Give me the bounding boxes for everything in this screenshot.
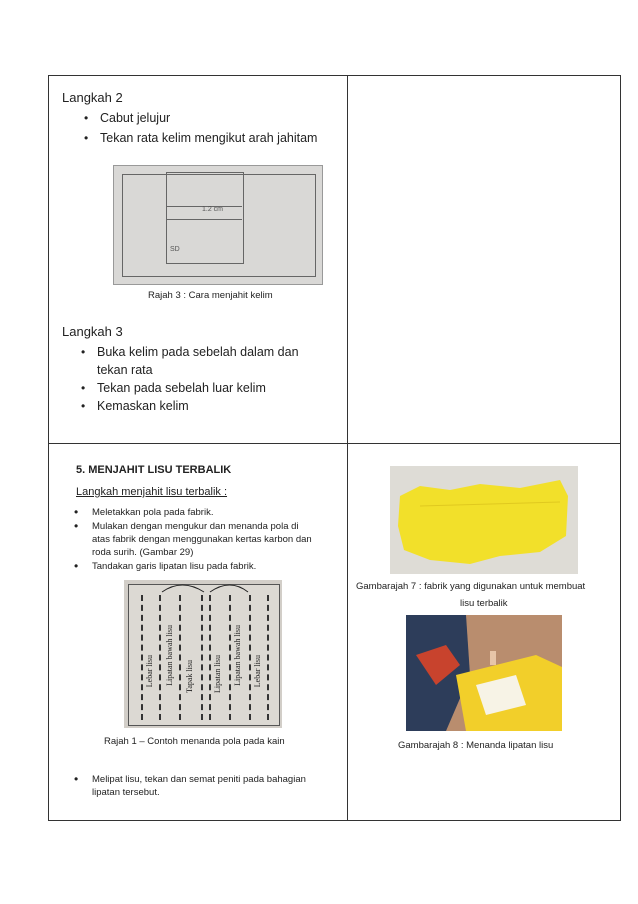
figure-caption: lisu terbalik (460, 598, 508, 609)
list-item: • Tekan rata kelim mengikut arah jahitam (84, 131, 318, 145)
list-item: • Tandakan garis lipatan lisu pada fabrik. (74, 559, 257, 573)
figure-caption: Rajah 1 – Contoh menanda pola pada kain (104, 736, 285, 747)
list-item-continuation: atas fabrik dengan menggunakan kertas karbon dan (92, 534, 312, 545)
figure-pola-lisu: Lebar lisu Lipatan bawah lisu Tapak lisu Lipatan lisu Lipatan bawah lisu Lebar lisu (124, 580, 282, 728)
figure-caption: Gambarajah 8 : Menanda lipatan lisu (398, 740, 554, 751)
step3-heading: Langkah 3 (62, 324, 123, 339)
marking-photo (406, 615, 562, 731)
figure-caption: Gambarajah 7 : fabrik yang digunakan untuk membuat (356, 581, 586, 592)
list-item-continuation: tekan rata (97, 363, 153, 377)
step2-heading: Langkah 2 (62, 90, 123, 105)
table-divider (347, 75, 348, 443)
section-subtitle: Langkah menjahit lisu terbalik : (76, 486, 228, 498)
table-divider (347, 443, 348, 821)
list-item-continuation: roda surih. (Gambar 29) (92, 547, 194, 558)
list-item: • Mulakan dengan mengukur dan menanda pola di (74, 519, 299, 533)
list-item: • Melipat lisu, tekan dan semat peniti pada bahagian (74, 772, 306, 786)
list-item: • Kemaskan kelim (81, 399, 189, 413)
figure-kelim: 1.2 cm SD (113, 165, 323, 285)
list-item: • Tekan pada sebelah luar kelim (81, 381, 266, 395)
fabric-photo (390, 466, 578, 574)
table-divider (48, 443, 621, 444)
list-item: • Meletakkan pola pada fabrik. (74, 505, 214, 519)
list-item: • Buka kelim pada sebelah dalam dan (81, 345, 299, 359)
list-item-continuation: lipatan tersebut. (92, 787, 160, 798)
figure-caption: Rajah 3 : Cara menjahit kelim (148, 290, 273, 301)
list-item: • Cabut jelujur (84, 111, 171, 125)
section-title: 5. MENJAHIT LISU TERBALIK (76, 464, 232, 476)
